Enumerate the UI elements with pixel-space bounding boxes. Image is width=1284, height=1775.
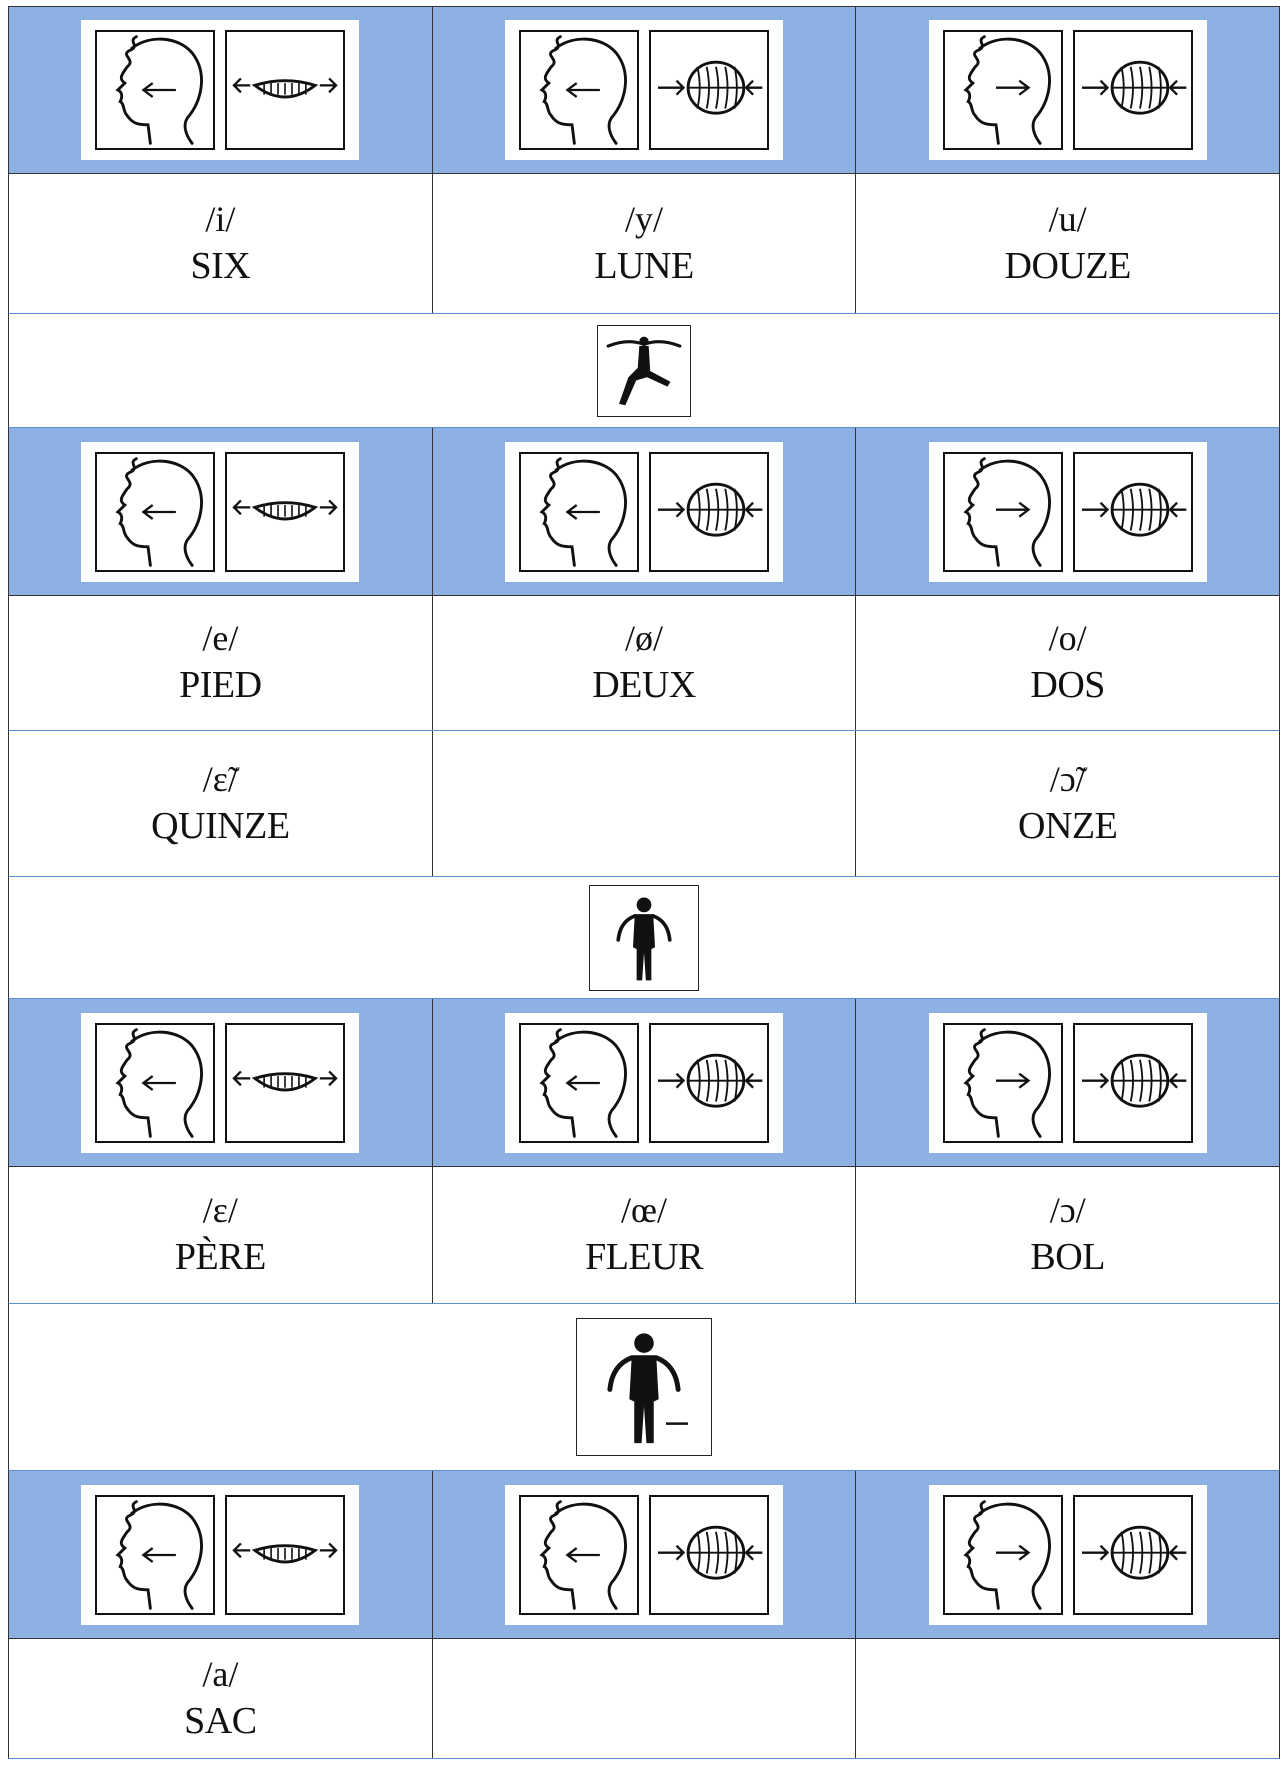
articulation-cell <box>9 7 432 173</box>
vowel-label-cell <box>432 596 856 730</box>
articulation-cell <box>9 1471 432 1638</box>
face-forward-icon <box>519 30 639 150</box>
articulation-images-row <box>8 999 1280 1167</box>
spread-lips-icon <box>225 30 345 150</box>
phonetic-symbol: /ɔ/ <box>1049 1190 1086 1230</box>
rounded-lips-icon <box>649 1023 769 1143</box>
vowel-label-cell <box>9 731 432 876</box>
phonetic-symbol: /y/ <box>625 198 664 239</box>
phonetic-symbol: /e/ <box>202 618 239 658</box>
vowel-labels-row <box>8 731 1280 877</box>
face-forward-icon <box>95 1023 215 1143</box>
face-forward-icon <box>519 452 639 572</box>
spread-lips-icon <box>225 1495 345 1615</box>
face-back-icon <box>943 1495 1063 1615</box>
vowel-labels-row <box>8 174 1280 314</box>
articulation-panel <box>505 1013 783 1153</box>
rounded-lips-icon <box>1073 1495 1193 1615</box>
example-word: PIED <box>179 664 262 706</box>
example-word: QUINZE <box>151 804 290 847</box>
vowel-label-cell <box>855 1167 1279 1303</box>
body-posture-row <box>8 314 1280 428</box>
vowel-label-cell <box>9 174 432 313</box>
example-word: FLEUR <box>585 1236 703 1278</box>
spread-lips-icon <box>225 452 345 572</box>
vowel-label-cell <box>9 1167 432 1303</box>
articulation-panel <box>81 442 359 582</box>
articulation-panel <box>81 1485 359 1625</box>
vowel-labels-row <box>8 1167 1280 1304</box>
rounded-lips-icon <box>1073 1023 1193 1143</box>
articulation-cell <box>432 428 856 595</box>
phonetic-symbol: /ɛ̃/ <box>202 758 238 799</box>
articulation-cell <box>855 7 1279 173</box>
articulation-panel <box>81 20 359 160</box>
vowel-label-cell <box>9 1639 432 1758</box>
rounded-lips-icon <box>649 30 769 150</box>
example-word: LUNE <box>594 244 694 287</box>
example-word: DOUZE <box>1004 244 1131 287</box>
vowel-chart-table <box>8 6 1280 1759</box>
phonetic-symbol: /u/ <box>1048 198 1087 239</box>
articulation-panel <box>929 20 1207 160</box>
phonetic-symbol: /a/ <box>202 1653 239 1694</box>
articulation-panel <box>505 1485 783 1625</box>
articulation-cell <box>432 1471 856 1638</box>
phonetic-symbol: /o/ <box>1048 618 1087 658</box>
articulation-cell <box>855 999 1279 1166</box>
phonetic-symbol: /ɛ/ <box>202 1190 238 1230</box>
face-back-icon <box>943 1023 1063 1143</box>
articulation-panel <box>929 442 1207 582</box>
articulation-images-row <box>8 1471 1280 1639</box>
articulation-panel <box>81 1013 359 1153</box>
person-standing-low-icon <box>576 1318 712 1456</box>
example-word: ONZE <box>1018 804 1118 847</box>
dancer-pose-icon <box>597 325 691 417</box>
example-word: BOL <box>1030 1236 1105 1278</box>
person-arms-raised-icon <box>589 885 699 991</box>
articulation-cell <box>855 1471 1279 1638</box>
articulation-cell <box>432 7 856 173</box>
face-back-icon <box>943 30 1063 150</box>
rounded-lips-icon <box>649 1495 769 1615</box>
vowel-label-cell <box>432 174 856 313</box>
vowel-labels-row <box>8 1639 1280 1759</box>
example-word: SIX <box>190 244 251 287</box>
articulation-panel <box>505 20 783 160</box>
articulation-panel <box>929 1013 1207 1153</box>
spread-lips-icon <box>225 1023 345 1143</box>
articulation-images-row <box>8 428 1280 596</box>
rounded-lips-icon <box>649 452 769 572</box>
face-forward-icon <box>95 30 215 150</box>
articulation-cell <box>432 999 856 1166</box>
face-forward-icon <box>95 1495 215 1615</box>
vowel-label-cell <box>855 731 1279 876</box>
face-forward-icon <box>519 1495 639 1615</box>
example-word: PÈRE <box>174 1236 266 1278</box>
articulation-cell <box>9 428 432 595</box>
articulation-cell <box>9 999 432 1166</box>
articulation-panel <box>929 1485 1207 1625</box>
articulation-panel <box>505 442 783 582</box>
vowel-label-cell <box>855 174 1279 313</box>
face-back-icon <box>943 452 1063 572</box>
rounded-lips-icon <box>1073 30 1193 150</box>
articulation-images-row <box>8 6 1280 174</box>
phonetic-symbol: /i/ <box>205 198 236 239</box>
vowel-label-cell <box>432 731 856 876</box>
body-posture-row <box>8 1304 1280 1471</box>
example-word: SAC <box>184 1699 257 1742</box>
vowel-labels-row <box>8 596 1280 731</box>
vowel-label-cell <box>855 596 1279 730</box>
phonetic-symbol: /œ/ <box>621 1190 668 1230</box>
vowel-label-cell <box>432 1639 856 1758</box>
phonetic-symbol: /ɔ̃/ <box>1049 758 1086 799</box>
example-word: DOS <box>1030 664 1105 706</box>
body-posture-row <box>8 877 1280 999</box>
vowel-label-cell <box>9 596 432 730</box>
articulation-cell <box>855 428 1279 595</box>
phonetic-symbol: /ø/ <box>625 618 664 658</box>
face-forward-icon <box>95 452 215 572</box>
vowel-label-cell <box>432 1167 856 1303</box>
vowel-label-cell <box>855 1639 1279 1758</box>
rounded-lips-icon <box>1073 452 1193 572</box>
face-forward-icon <box>519 1023 639 1143</box>
example-word: DEUX <box>592 664 696 706</box>
